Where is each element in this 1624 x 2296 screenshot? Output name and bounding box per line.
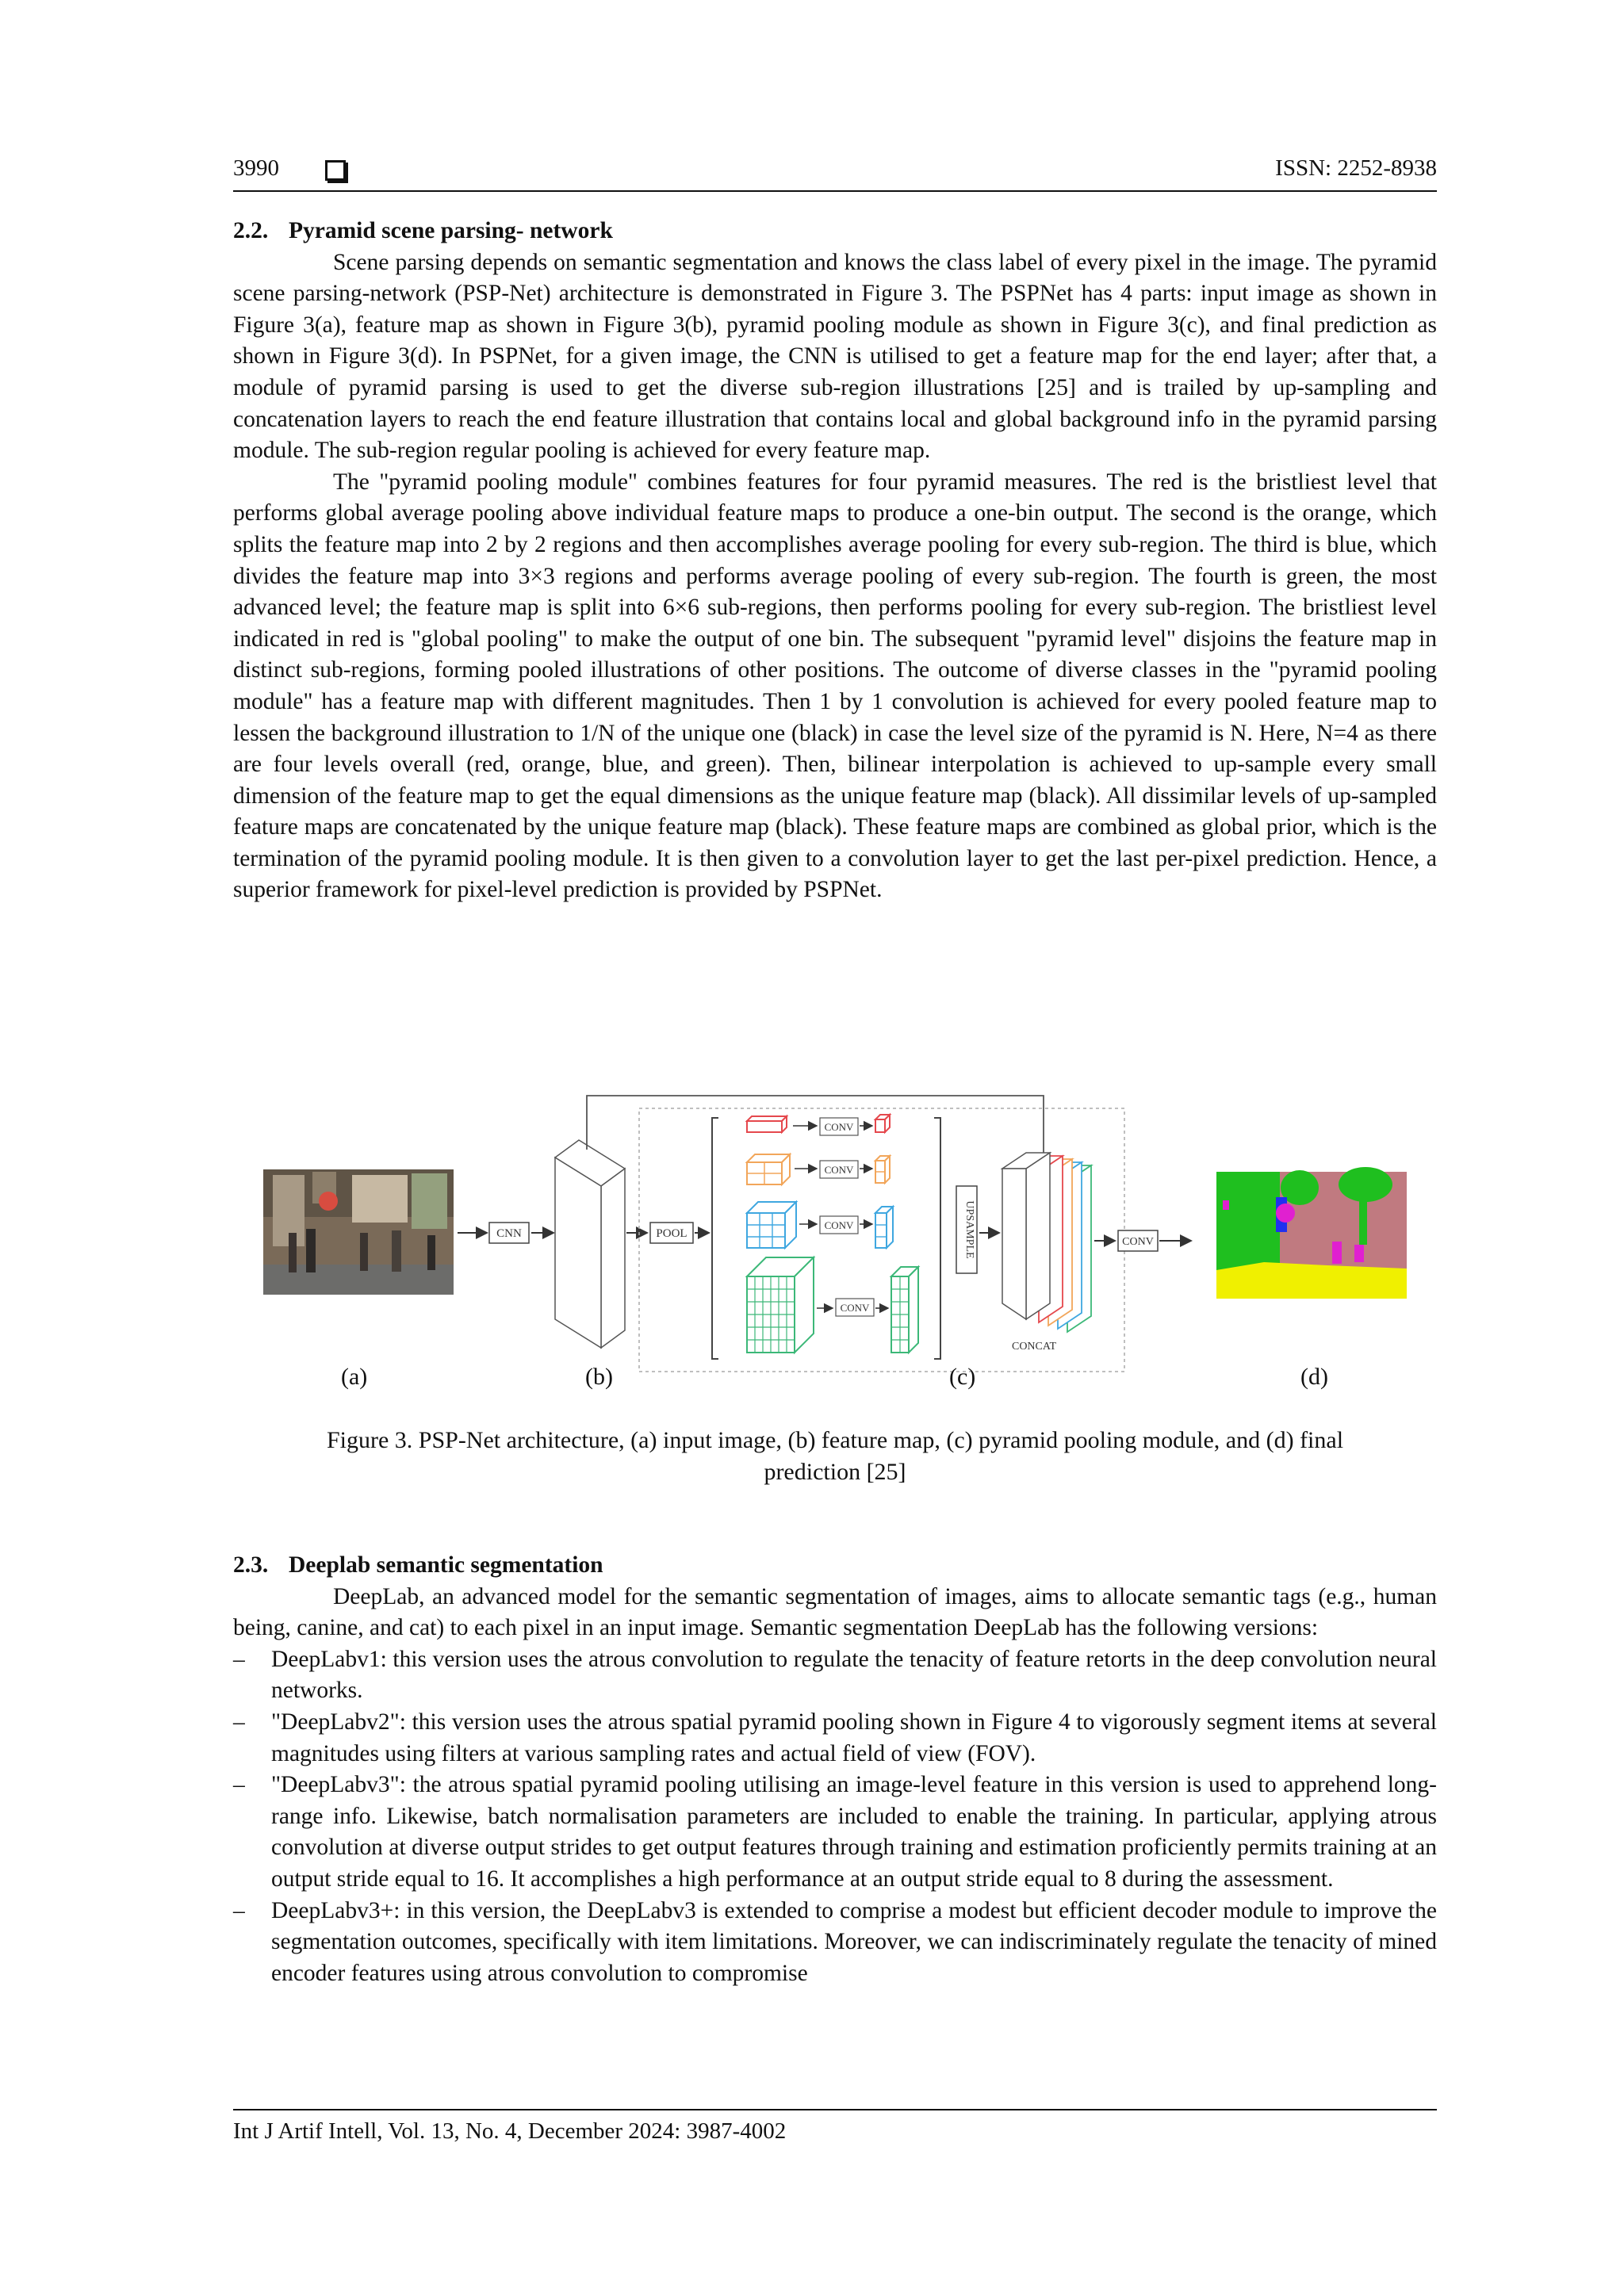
- concat-stack: [1002, 1153, 1091, 1332]
- paragraph: The "pyramid pooling module" combines features for four pyramid measures. The red is the bristliest level that performs global average pooling above individual feature maps to produce a one-bin output. The second is the orange, which splits the feature map into 2 by 2 regions and then accomplishes average pooling for every sub-region. The third is blue, which divides the feature map into 3×3 regions and performs average pooling of every sub-region. The fourth is green, the most advanced level; the feature map is split into 6×6 sub-regions, then performs pooling for every sub-region. The bristliest level indicated in red is "global pooling" to make the output of one bin. The subsequent "pyramid level" disjoins the feature map in distinct sub-regions, forming pooled illustrations of other positions. The outcome of diverse classes in the "pyramid pooling module" has a feature map with different magnitudes. Then 1 by 1 convolution is achieved for every pooled feature map to lessen the background illustration to 1/N of the unique one (black) in case the level size of the pyramid is N. Here, N=4 as there are four levels overall (red, orange, blue, and green). Then, bilinear interpolation is achieved to up-sample every small dimension of the feature map to get the equal dimensions as the unique feature map (black). All dissimilar levels of up-sampled feature maps are concatenated by the unique feature map (black). These feature maps are combined as global prior, which is the termination of the pyramid pooling module. It is then given to a convolution layer to get the last per-pixel prediction. Hence, a superior framework for pixel-level prediction is provided by PSPNet.: [233, 469, 1437, 903]
- issn: ISSN: 2252-8938: [1275, 155, 1437, 181]
- section-title: Pyramid scene parsing- network: [289, 218, 613, 243]
- panel-label-a: (a): [341, 1364, 368, 1390]
- journal-citation: Int J Artif Intell, Vol. 13, No. 4, December 2024: 3987-4002: [233, 2118, 787, 2144]
- list-item: – DeepLabv3+: in this version, the DeepLabv3 is extended to comprise a modest but efficient decoder module to improve the segmentation outcomes, specifically with item limitations. Moreover, we can indiscriminately regulate the tenacity of mined encoder features using atrous convolution to compromise: [233, 1896, 1437, 1990]
- square-bullet-icon: [325, 160, 346, 181]
- section-number: 2.2.: [233, 218, 269, 243]
- red-level: [747, 1115, 890, 1135]
- feature-map-block: [555, 1140, 625, 1348]
- upsample-label: UPSAMPLE: [963, 1200, 975, 1259]
- list-item: – "DeepLabv3": the atrous spatial pyramid pooling utilising an image-level feature in this version is used to apprehend long-range info. Likewise, batch normalisation parameters are included to enable the training. In particular, applying atrous convolution at diverse output strides to get output features through training and estimation proficiently permits training at an output stride equal to 16. It accomplishes a high performance at an output stride equal to 8 during the assessment.: [233, 1770, 1437, 1895]
- panel-label-d: (d): [1300, 1364, 1328, 1390]
- orange-level: [747, 1154, 890, 1184]
- page-header: [233, 155, 1437, 192]
- deeplab-version-list: [233, 1644, 1437, 1990]
- section-title: Deeplab semantic segmentation: [289, 1552, 603, 1578]
- section-heading: [233, 1550, 1437, 1582]
- caption-line: prediction [25]: [764, 1459, 906, 1485]
- conv-label: CONV: [824, 1219, 854, 1231]
- figure-caption: [233, 1425, 1437, 1488]
- list-item: – "DeepLabv2": this version uses the atrous spatial pyramid pooling shown in Figure 4 to vigorously segment items at several magnitudes using filters at various sampling rates and actual field of view (FOV).: [233, 1707, 1437, 1770]
- list-item: – DeepLabv1: this version uses the atrous convolution to regulate the tenacity of feature retorts in the deep convolution neural networks.: [233, 1644, 1437, 1707]
- paragraph: Scene parsing depends on semantic segmentation and knows the class label of every pixel in the image. The pyramid scene parsing-network (PSP-Net) architecture is demonstrated in Figure 3. The PSPNet has 4 parts: input image as shown in Figure 3(a), feature map as shown in Figure 3(b), pyramid pooling module as shown in Figure 3(c), and final prediction as shown in Figure 3(d). In PSPNet, for a given image, the CNN is utilised to get a feature map for the end layer; after that, a module of pyramid parsing is used to get the diverse sub-region illustrations [25] and is trailed by up-sampling and concatenation layers to reach the end feature illustration that contains local and global background info in the pyramid parsing module. The sub-region regular pooling is achieved for every feature map.: [233, 249, 1437, 464]
- prediction-map: [1216, 1167, 1407, 1299]
- caption-line: Figure 3. PSP-Net architecture, (a) input image, (b) feature map, (c) pyramid pooling module, and (d) final: [326, 1427, 1344, 1453]
- cnn-label: CNN: [496, 1227, 522, 1240]
- final-conv-label: CONV: [1122, 1236, 1154, 1248]
- panel-label-b: (b): [585, 1364, 613, 1390]
- section-number: 2.3.: [233, 1552, 269, 1578]
- section-2-2: [233, 216, 1437, 906]
- green-level: [747, 1257, 918, 1353]
- conv-label: CONV: [824, 1164, 854, 1176]
- panel-label-c: (c): [949, 1364, 976, 1390]
- conv-label: CONV: [840, 1302, 870, 1314]
- concat-label: CONCAT: [1011, 1341, 1057, 1353]
- section-2-3: [233, 1550, 1437, 1989]
- figure-pspnet: [233, 1086, 1437, 1419]
- input-image: [263, 1169, 454, 1295]
- section-heading: [233, 216, 1437, 247]
- pool-label: POOL: [656, 1227, 688, 1240]
- conv-label: CONV: [824, 1121, 854, 1133]
- page-footer: [233, 2109, 1437, 2145]
- paragraph: DeepLab, an advanced model for the semantic segmentation of images, aims to allocate semantic tags (e.g., human being, canine, and cat) to each pixel in an input image. Semantic segmentation DeepLab has the following versions:: [233, 1583, 1437, 1641]
- blue-level: [747, 1202, 893, 1248]
- page-number: 3990: [233, 155, 279, 181]
